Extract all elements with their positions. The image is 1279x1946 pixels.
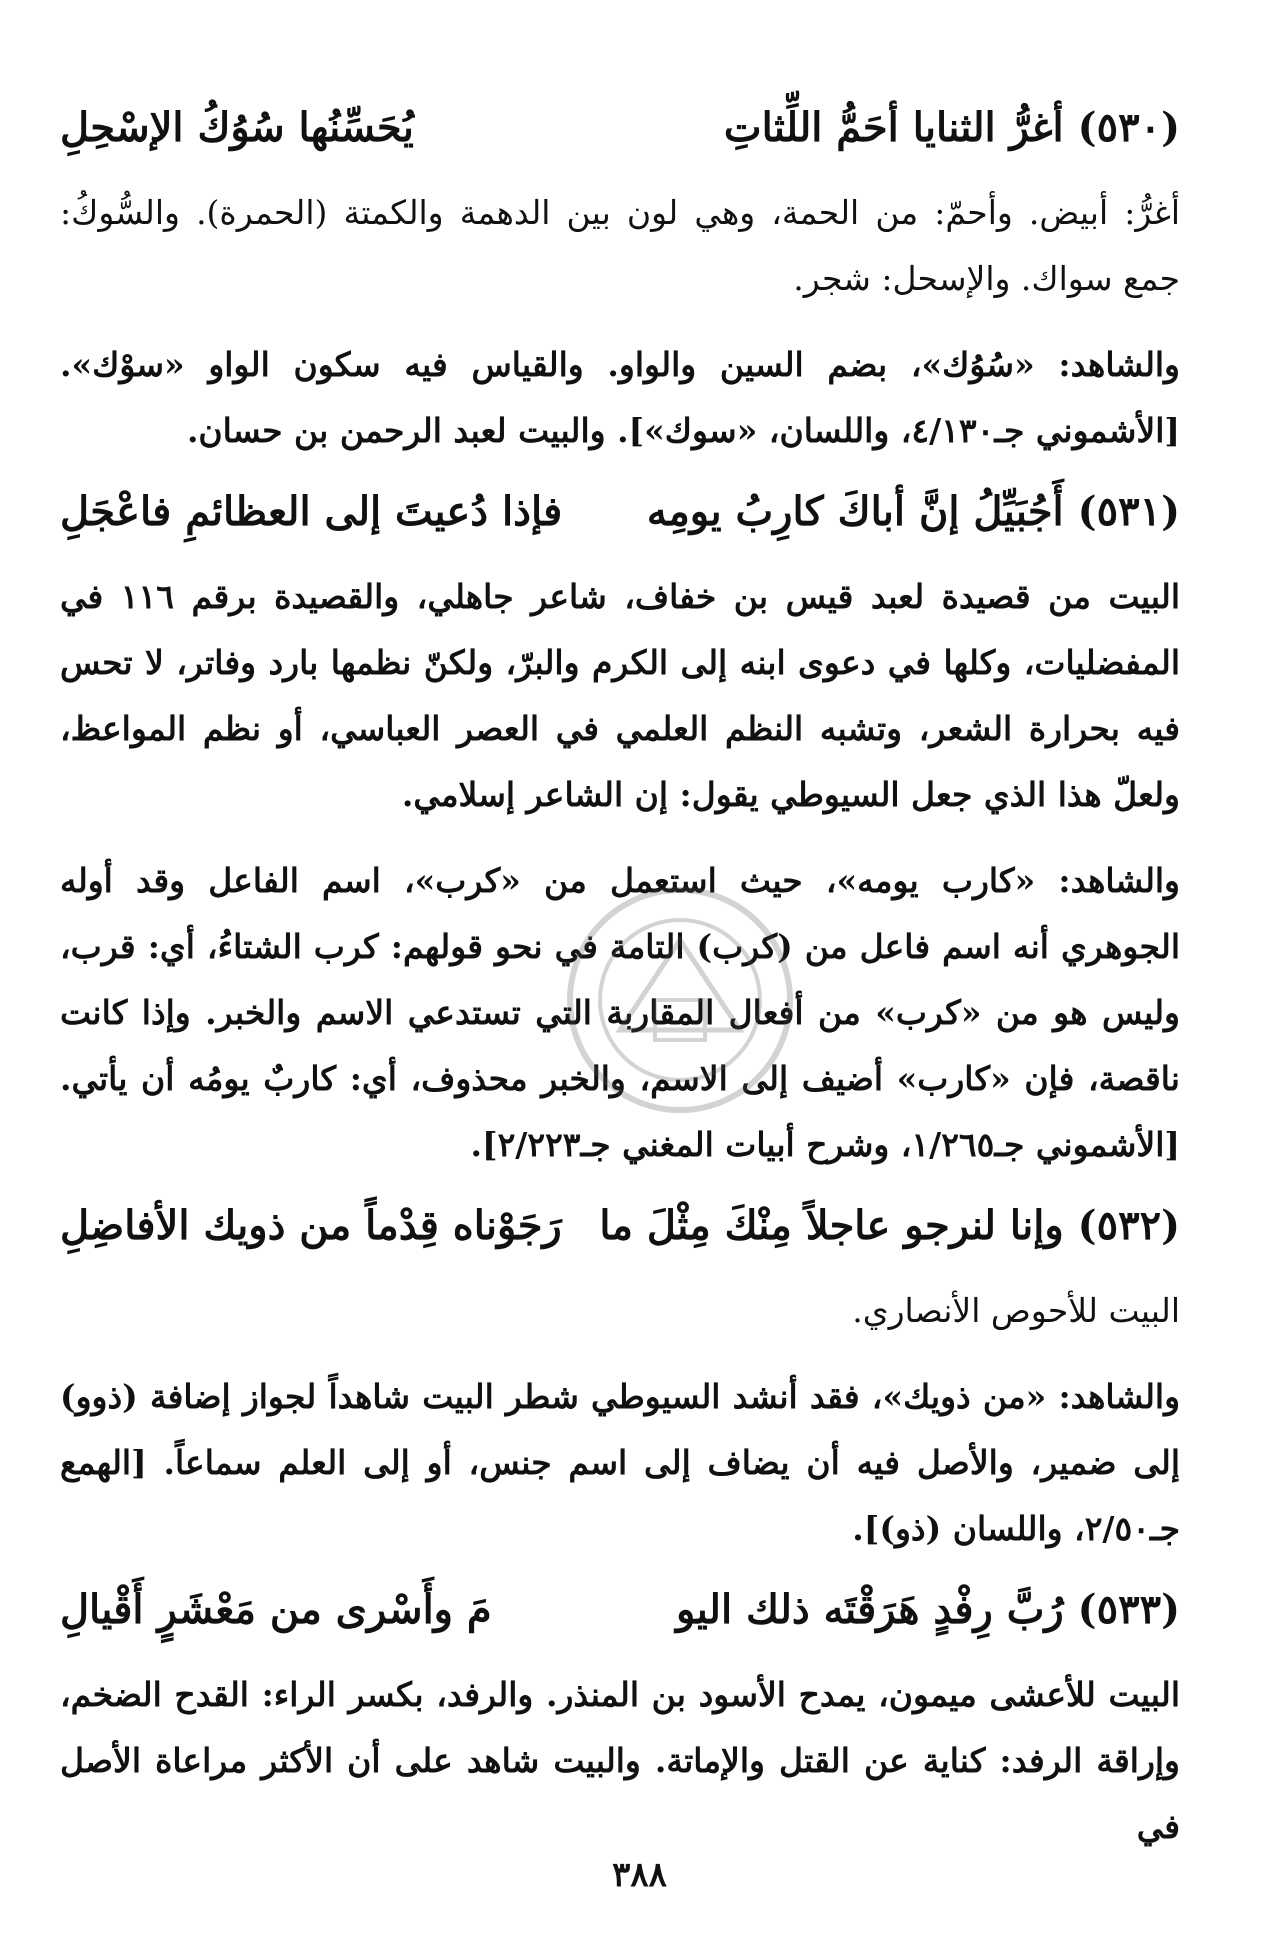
verse-530 <box>60 100 1180 156</box>
verse-533 <box>60 1582 1180 1638</box>
verse-532 <box>60 1198 1180 1254</box>
verse-531 <box>60 484 1180 540</box>
commentary-paragraph: البيت من قصيدة لعبد قيس بن خفاف، شاعر جاهلي، والقصيدة برقم ١١٦ في المفضليات، وكلها في دعوى ابنه إلى الكرم والبرّ، ولكنّ نظمها بارد وفاتر، لا تحس فيه بحرارة الشعر، وتشبه النظم العلمي في العصر العباسي، أو نظم المواعظ، ولعلّ هذا الذي جعل السيوطي يقول: إن الشاعر إسلامي. <box>60 577 1180 814</box>
evidence-paragraph: والشاهد: «كارب يومه»، حيث استعمل من «كرب»، اسم الفاعل وقد أوله الجوهري أنه اسم فاعل من (كرب) التامة في نحو قولهم: كرب الشتاءُ، أي: قرب، وليس هو من «كرب» من أفعال المقاربة التي تستدعي الاسم والخبر. وإذا كانت ناقصة، فإن «كارب» أضيف إلى الاسم، والخبر محذوف، أي: كاربٌ يومُه أن يأتي. [الأشموني جـ١/٢٦٥، وشرح أبيات المغني جـ٢/٢٢٣]. <box>60 861 1180 1164</box>
verse-number: (٥٣٢) <box>1077 1202 1180 1249</box>
verse-number: (٥٣٣) <box>1077 1586 1180 1633</box>
verse-first-hemistich: وإنا لنرجو عاجلاً مِنْكَ مِثْلَ ما <box>599 1202 1064 1249</box>
evidence-paragraph: والشاهد: «سُوُك»، بضم السين والواو. والقياس فيه سكون الواو «سوْك». [الأشموني جـ٤/١٣٠، واللسان، «سوك»]. والبيت لعبد الرحمن بن حسان. <box>60 345 1180 450</box>
evidence-paragraph: والشاهد: «من ذويك»، فقد أنشد السيوطي شطر البيت شاهداً لجواز إضافة (ذوو) إلى ضمير، والأصل فيه أن يضاف إلى اسم جنس، أو إلى العلم سماعاً. [الهمع جـ٢/٥٠، واللسان (ذو)]. <box>60 1377 1180 1548</box>
attribution-paragraph: البيت للأحوص الأنصاري. <box>852 1291 1180 1330</box>
verse-second-hemistich: رَجَوْناه قِدْماً من ذويك الأفاضِلِ <box>59 1202 562 1249</box>
commentary-paragraph: البيت للأعشى ميمون، يمدح الأسود بن المنذر. والرفد، بكسر الراء: القدح الضخم، وإراقة الرفد: كناية عن القتل والإماتة. والبيت شاهد على أن الأكثر مراعاة الأصل في <box>60 1675 1180 1846</box>
library-seal-watermark <box>560 880 800 1120</box>
verse-first-hemistich: أَجُبَيِّلُ إنَّ أباكَ كارِبُ يومِه <box>646 488 1064 535</box>
verse-second-hemistich: يُحَسِّنُها سُوُكُ الإسْحِلِ <box>59 104 414 151</box>
verse-first-hemistich: رُبَّ رِفْدٍ هَرَقْتَه ذلك اليو <box>676 1586 1064 1633</box>
page-number: ٣٨٨ <box>612 1855 667 1895</box>
verse-number: (٥٣٠) <box>1077 104 1180 151</box>
commentary-paragraph: أغرُّ: أبيض. وأحمّ: من الحمة، وهي لون بين الدهمة والكمتة (الحمرة). والسُّوكُ: جمع سواك. والإسحل: شجر. <box>60 193 1180 298</box>
verse-number: (٥٣١) <box>1077 488 1180 535</box>
verse-second-hemistich: فإذا دُعيتَ إلى العظائمِ فاعْجَلِ <box>60 488 563 535</box>
verse-first-hemistich: أغرُّ الثنايا أحَمُّ اللِّثاتِ <box>723 104 1064 151</box>
verse-second-hemistich: مَ وأَسْرى من مَعْشَرٍ أَقْيالِ <box>59 1586 492 1633</box>
